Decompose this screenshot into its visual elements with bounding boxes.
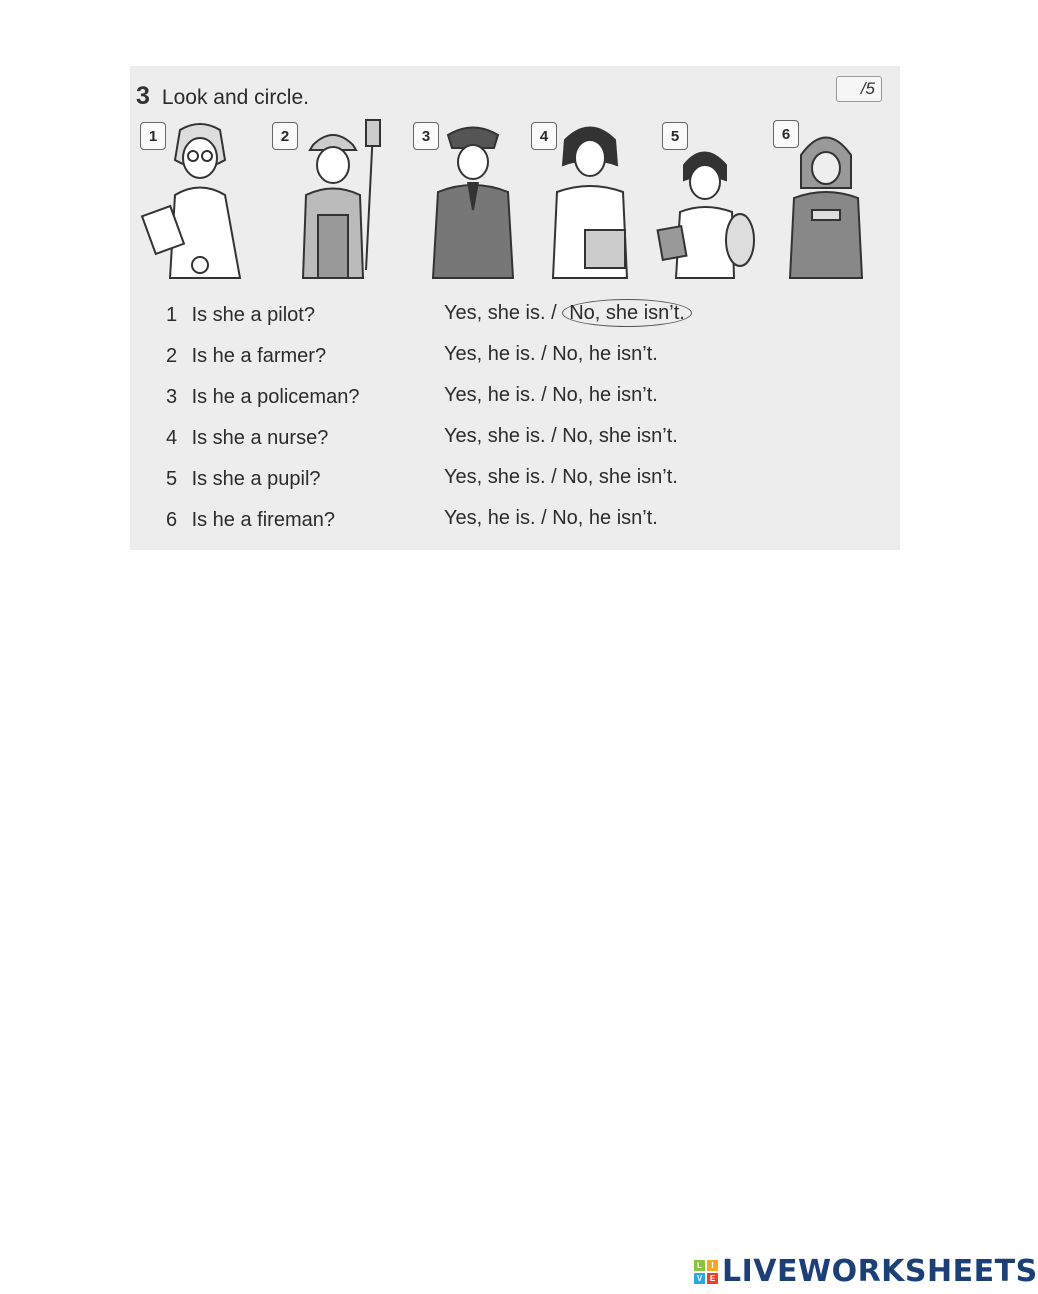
question-text: Is he a farmer?: [191, 345, 327, 367]
answer-yes-option[interactable]: Yes, he is. /: [444, 343, 547, 365]
pilot-icon: [428, 120, 518, 280]
picture-label-2: 2: [272, 122, 298, 150]
picture-label-6: 6: [773, 120, 799, 148]
answer-yes-option[interactable]: Yes, he is. /: [444, 384, 547, 406]
question-number: 2: [166, 345, 178, 367]
answer-no-option[interactable]: No, he isn’t.: [552, 343, 658, 365]
question-number: 1: [166, 304, 178, 326]
question-row-6: [166, 509, 335, 532]
question-number: 5: [166, 468, 178, 490]
question-text: Is he a policeman?: [191, 386, 360, 408]
answer-row-1: [444, 302, 692, 325]
answer-row-3: [444, 384, 658, 407]
question-text: Is she a pilot?: [191, 304, 315, 326]
answer-row-2: [444, 343, 658, 366]
question-row-1: [166, 304, 315, 327]
fireman-icon: [786, 120, 866, 280]
exercise-number: 3: [136, 82, 150, 110]
question-text: Is she a pupil?: [191, 468, 321, 490]
question-row-2: [166, 345, 326, 368]
question-row-5: [166, 468, 321, 491]
answer-no-option[interactable]: No, he isn’t.: [552, 507, 658, 529]
nurse-icon: [140, 120, 250, 280]
score-box: /5: [836, 76, 882, 102]
question-number: 6: [166, 509, 178, 531]
answer-no-option[interactable]: No, she isn’t.: [562, 466, 678, 488]
answer-row-5: [444, 466, 678, 489]
picture-label-4: 4: [531, 122, 557, 150]
logo-text: LIVEWORKSHEETS: [722, 1254, 1038, 1289]
picture-label-5: 5: [662, 122, 688, 150]
question-row-3: [166, 386, 359, 409]
answer-no-option[interactable]: No, he isn’t.: [552, 384, 658, 406]
answer-no-option[interactable]: No, she isn’t.: [562, 425, 678, 447]
pupil-icon: [656, 120, 756, 280]
answer-no-option-circled[interactable]: No, she isn’t.: [562, 299, 692, 327]
cook-icon: [545, 120, 640, 280]
answer-yes-option[interactable]: Yes, she is. /: [444, 466, 557, 488]
picture-label-1: 1: [140, 122, 166, 150]
question-text: Is she a nurse?: [191, 427, 329, 449]
answer-yes-option[interactable]: Yes, she is. /: [444, 425, 557, 447]
exercise-header: [136, 82, 309, 111]
question-number: 3: [166, 386, 178, 408]
question-text: Is he a fireman?: [191, 509, 335, 531]
farmer-icon: [288, 120, 388, 280]
answer-row-6: [444, 507, 658, 530]
picture-label-3: 3: [413, 122, 439, 150]
exercise-title: Look and circle.: [161, 86, 309, 109]
answer-row-4: [444, 425, 678, 448]
question-number: 4: [166, 427, 178, 449]
liveworksheets-logo: [694, 1254, 1038, 1289]
answer-yes-option[interactable]: Yes, she is. /: [444, 302, 557, 324]
question-row-4: [166, 427, 328, 450]
answer-yes-option[interactable]: Yes, he is. /: [444, 507, 547, 529]
logo-squares-icon: L I V E: [694, 1260, 718, 1284]
